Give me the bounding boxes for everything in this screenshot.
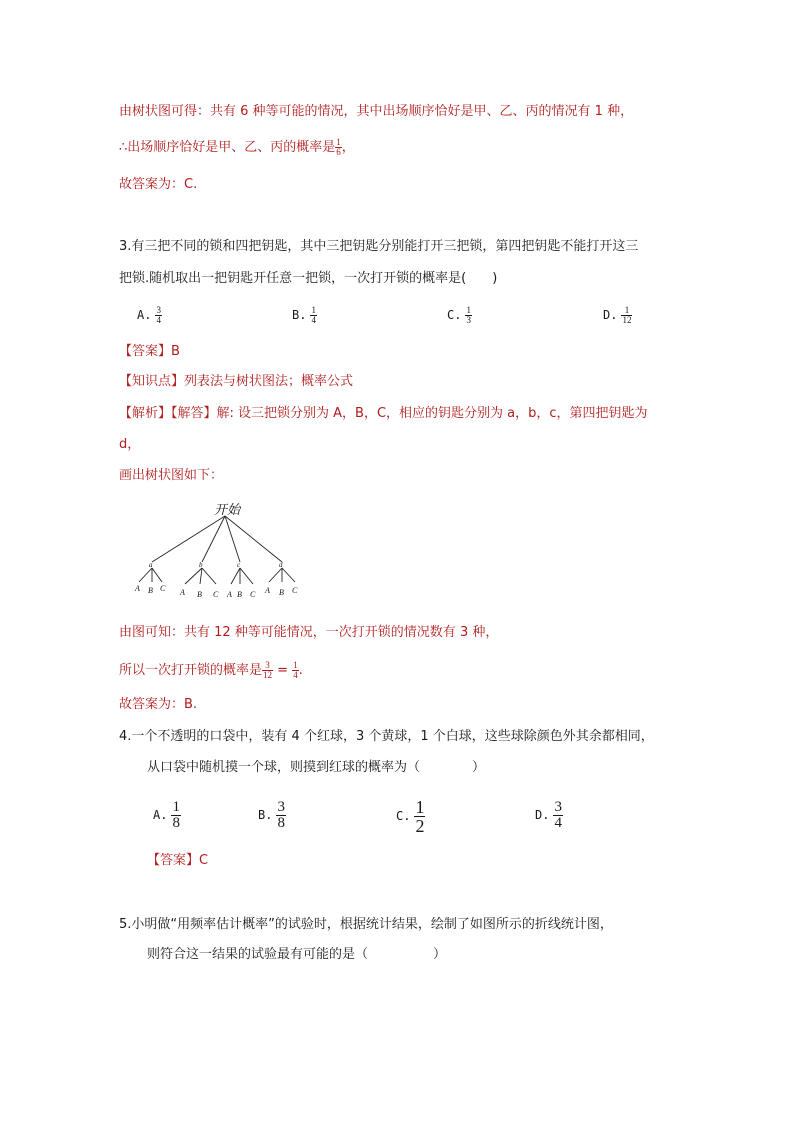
fraction-denominator: 12 [622, 315, 632, 325]
prev-line2-end: ， [341, 140, 355, 155]
tree-branch-d: d [279, 561, 283, 569]
knowledge-value: 列表法与树状图法；概率公式 [184, 374, 354, 389]
q3-result-line1: 由图可知：共有 12 种等可能情况，一次打开锁的情况数有 3 种， [119, 625, 499, 640]
q3-knowledge [119, 373, 353, 391]
option-letter: D. [535, 808, 550, 822]
fraction-denominator: 3 [466, 315, 471, 325]
q3-draw-intro: 画出树状图如下： [119, 468, 224, 483]
fraction-denominator: 4 [554, 815, 562, 831]
fraction [171, 800, 181, 831]
q4-option-a [153, 800, 181, 831]
q4-stem-line2: 从口袋中随机摸一个球，则摸到红球的概率为（ ） [147, 760, 486, 775]
fraction-numerator: 1 [415, 797, 425, 817]
fraction-numerator: 3 [156, 305, 161, 315]
tree-diagram [130, 500, 310, 600]
fraction-denominator: 8 [277, 815, 285, 831]
result-text: 所以一次打开锁的概率是 [119, 663, 263, 678]
fraction-numerator: 1 [293, 660, 298, 670]
fraction [414, 798, 425, 835]
answer-tag: 【答案】 [119, 344, 172, 359]
fraction-numerator: 1 [311, 305, 316, 315]
option-letter: A. [137, 308, 152, 322]
fraction-denominator: 4 [293, 670, 298, 680]
tree-leaf: B [197, 590, 202, 599]
analysis-tag: 【解析】【解答】 [119, 406, 217, 421]
fraction [553, 800, 563, 831]
fraction [310, 306, 317, 325]
prev-answer: 故答案为：C. [119, 177, 198, 192]
analysis-text: 解: 设三把锁分别为 A，B，C，相应的钥匙分别为 a，b，c，第四把钥匙为 [216, 406, 648, 421]
fraction [155, 306, 162, 325]
fraction-denominator: 6 [336, 147, 341, 157]
prev-solution-line1: 由树状图可得：共有 6 种等可能的情况，其中出场顺序恰好是甲、乙、丙的情况有 1 种， [119, 104, 634, 119]
tree-leaf: A [265, 586, 270, 595]
q4-stem-line1: 4.一个不透明的口袋中，装有 4 个红球，3 个黄球，1 个白球，这些球除颜色外其余都相同， [119, 729, 654, 744]
fraction [262, 661, 273, 680]
prev-line2-text: ∴出场顺序恰好是甲、乙、丙的概率是 [119, 140, 336, 155]
fraction-numerator: 1 [172, 799, 180, 815]
answer-value: C [199, 853, 209, 868]
tree-leaf: A [227, 590, 232, 599]
tree-leaf: A [180, 588, 185, 597]
q3-result-line2 [119, 661, 303, 680]
prev-solution-line2 [119, 138, 355, 157]
q3-analysis-line2: d， [119, 437, 141, 452]
tree-leaf: B [148, 586, 153, 595]
tree-leaf: C [213, 590, 219, 599]
fraction-numerator: 3 [277, 799, 285, 815]
q5-stem-line2: 则符合这一结果的试验最有可能的是（ ） [147, 947, 447, 962]
q3-final-answer: 故答案为：B. [119, 697, 198, 712]
tree-branch-b: b [199, 561, 203, 569]
tree-leaf: B [279, 588, 284, 597]
equals-sign: = [273, 663, 293, 678]
q4-answer [147, 852, 208, 870]
option-letter: A. [153, 808, 168, 822]
fraction-numerator: 1 [336, 137, 341, 147]
q3-stem-line1: 3.有三把不同的锁和四把钥匙，其中三把钥匙分别能打开三把锁，第四把钥匙不能打开这三 [119, 239, 639, 254]
answer-value: B [171, 344, 180, 359]
tree-root-label: 开始 [214, 502, 241, 517]
option-letter: B. [258, 808, 273, 822]
fraction-numerator: 1 [466, 305, 471, 315]
q4-option-c [396, 798, 425, 835]
q3-stem-line2: 把锁.随机取出一把钥匙开任意一把锁，一次打开锁的概率是( ) [119, 271, 498, 286]
tree-leaf: B [237, 590, 242, 599]
fraction-denominator: 12 [263, 670, 273, 680]
fraction [621, 306, 632, 325]
q3-option-c [447, 306, 472, 325]
tree-branch-c: c [237, 561, 241, 569]
option-letter: D. [603, 308, 618, 322]
q3-answer [119, 343, 180, 361]
option-letter: C. [396, 809, 411, 823]
fraction-denominator: 2 [415, 816, 425, 836]
fraction-numerator: 3 [265, 660, 270, 670]
fraction-denominator: 8 [172, 815, 180, 831]
q3-option-d [603, 306, 632, 325]
tree-leaf: C [160, 584, 166, 593]
q5-stem-line1: 5.小明做“用频率估计概率”的试验时，根据统计结果，绘制了如图所示的折线统计图， [119, 917, 613, 932]
option-letter: C. [447, 308, 462, 322]
tree-leaf: A [135, 584, 140, 593]
fraction [276, 800, 286, 831]
fraction-numerator: 1 [624, 305, 630, 315]
q3-option-b [292, 306, 317, 325]
fraction-denominator: 4 [311, 315, 316, 325]
q3-analysis-line1 [119, 405, 648, 423]
answer-tag: 【答案】 [147, 853, 200, 868]
fraction [465, 306, 472, 325]
tree-branch-a: a [149, 561, 153, 569]
q4-option-b [258, 800, 286, 831]
result-end: . [298, 663, 303, 678]
tree-leaf: C [250, 590, 256, 599]
q4-option-d [535, 800, 563, 831]
option-letter: B. [292, 308, 307, 322]
knowledge-tag: 【知识点】 [119, 374, 185, 389]
q3-option-a [137, 306, 162, 325]
fraction-numerator: 3 [554, 799, 562, 815]
fraction-denominator: 4 [156, 315, 161, 325]
tree-leaf: C [292, 586, 298, 595]
